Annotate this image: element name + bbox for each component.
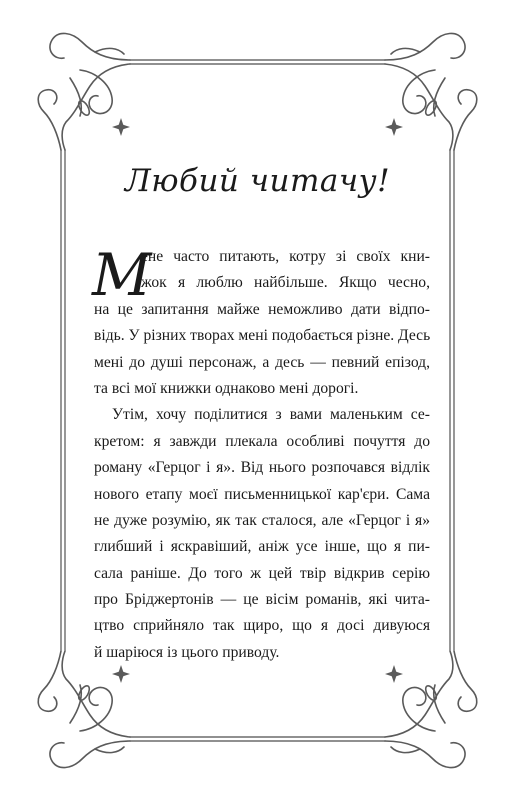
- corner-diamond-top-right: [385, 118, 403, 136]
- text-line: про Бріджертонів — це вісім романів, які чита-: [94, 591, 430, 609]
- corner-diamond-bottom-right: [385, 665, 403, 683]
- corner-ornament-bottom-left: [38, 651, 130, 768]
- text-line: цтво сприйняло так щиро, що я досі дивуюся: [94, 617, 430, 635]
- corner-ornament-top-right: [385, 33, 477, 150]
- paragraph-2: [94, 402, 430, 666]
- text-line: й шаріюся із цього приводу.: [94, 643, 280, 661]
- corner-ornament-bottom-right: [385, 651, 477, 768]
- corner-ornament-top-left: [38, 33, 130, 150]
- corner-diamond-bottom-left: [112, 665, 130, 683]
- letter-body: [92, 241, 431, 666]
- paragraph-1: [92, 241, 431, 402]
- text-line: роману «Герцог і я». Від нього розпочався відлік: [94, 459, 430, 477]
- text-line: мені до душі персонаж, а десь — певний епізод,: [94, 353, 430, 371]
- text-line: Утім, хочу поділитися з вами маленьким се-: [112, 406, 430, 424]
- page-title: Любий читачу!: [124, 163, 391, 199]
- text-line: на це запитання майже неможливо дати відпо-: [94, 300, 430, 318]
- text-line: сала раніше. До того ж цей твір відкрив серію: [94, 564, 430, 582]
- text-line: не дуже розумію, як так сталося, але «Герцог і я»: [94, 511, 430, 529]
- text-line: жок я люблю найбільше. Якщо чесно,: [141, 274, 430, 292]
- text-line: нового етапу моєї письменницької кар'єри. Сама: [94, 485, 430, 503]
- text-line: та всі мої книжки однаково мені дорогі.: [94, 379, 359, 397]
- text-line: ене часто питають, котру зі своїх кни-: [141, 248, 430, 265]
- drop-cap: М: [92, 241, 152, 309]
- corner-diamond-top-left: [112, 118, 130, 136]
- text-line: глибший і яскравіший, аніж усе інше, що я пи-: [94, 538, 430, 556]
- text-line: кретом: я завжди плекала особливі почуття до: [94, 432, 430, 450]
- text-line: відь. У різних творах мені подобається різне. Десь: [94, 327, 431, 345]
